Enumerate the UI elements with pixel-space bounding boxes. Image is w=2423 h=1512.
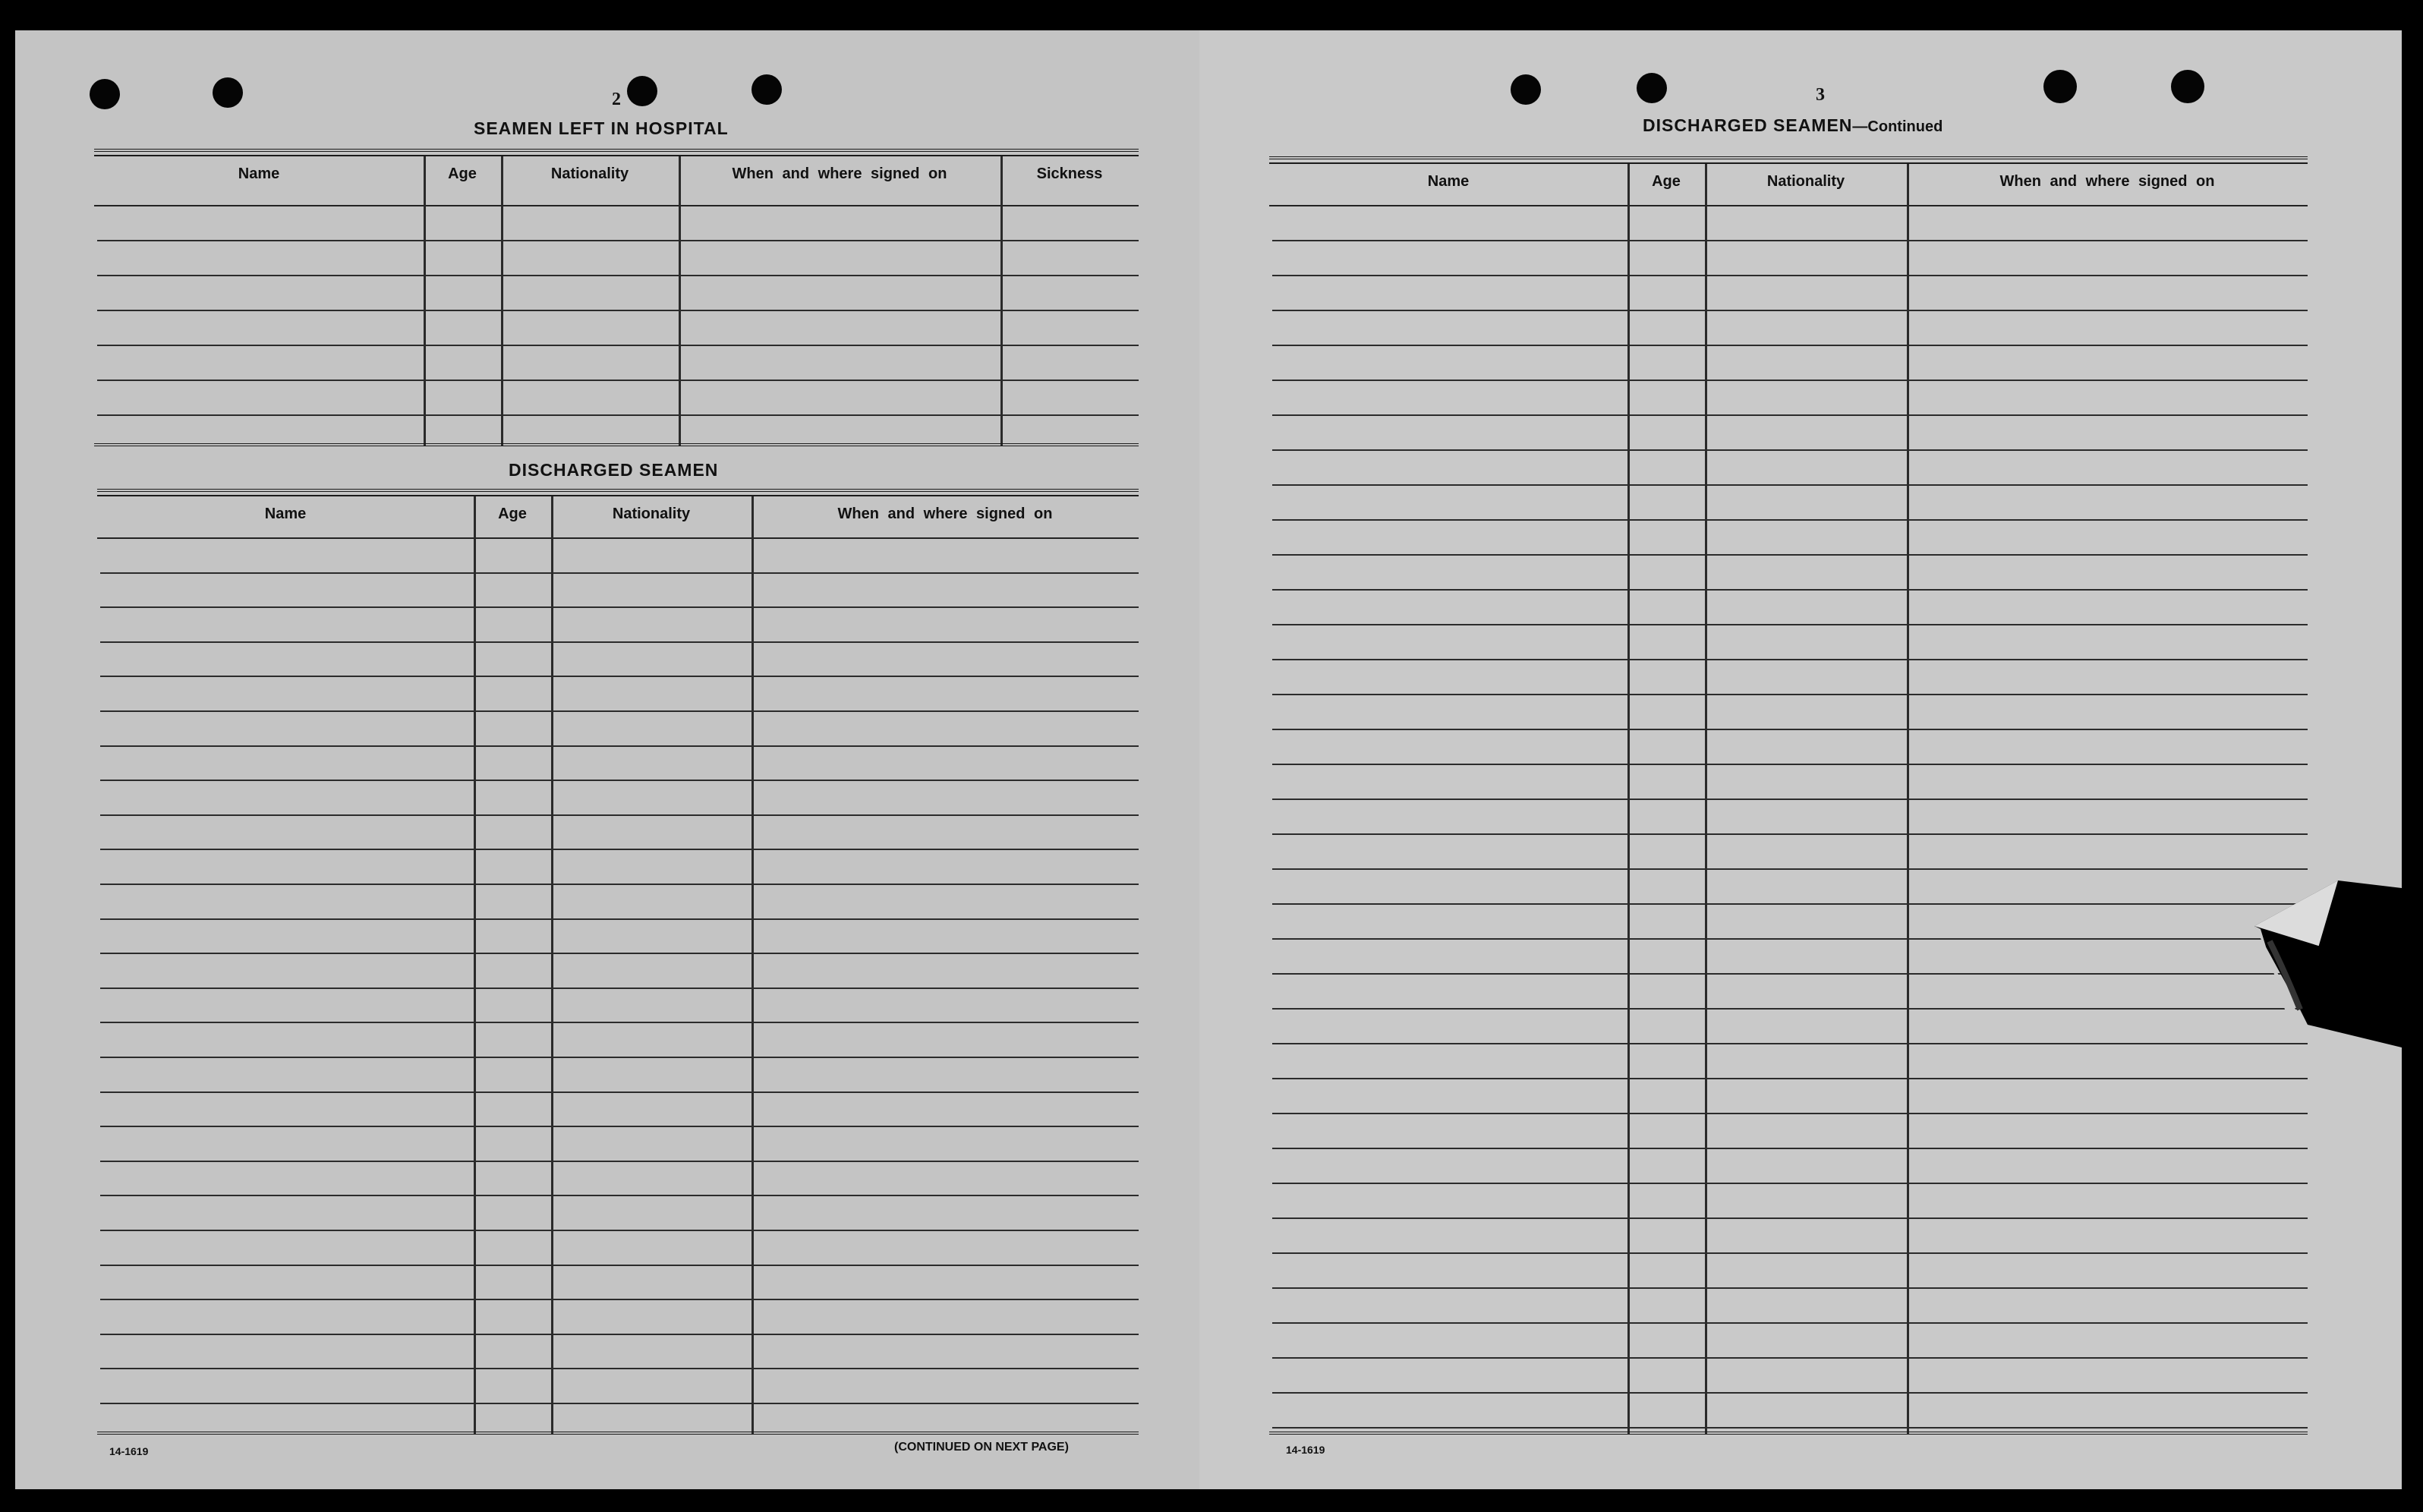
row-rule (100, 572, 1139, 574)
row-rule (100, 1195, 1139, 1196)
column-divider (501, 156, 503, 446)
row-rule (97, 275, 1139, 276)
row-rule (100, 918, 1139, 920)
right-page (1199, 30, 2402, 1489)
row-rule (100, 849, 1139, 850)
row-rule (1272, 938, 2308, 940)
row-rule (97, 310, 1139, 311)
row-rule (1272, 519, 2308, 521)
section-title-discharged: DISCHARGED SEAMEN (509, 460, 719, 480)
form-code: 14-1619 (109, 1445, 149, 1457)
row-rule (100, 1230, 1139, 1231)
row-rule (100, 710, 1139, 712)
row-rule (1272, 345, 2308, 346)
row-rule (1272, 1148, 2308, 1149)
form-code: 14-1619 (1286, 1444, 1325, 1456)
hospital-table (94, 149, 1139, 443)
row-rule (100, 1126, 1139, 1127)
row-rule (100, 814, 1139, 816)
table-bottom-rule (94, 443, 1139, 446)
punch-hole (1511, 74, 1541, 105)
page-number: 3 (1816, 85, 1825, 105)
row-rule (1272, 903, 2308, 905)
punch-hole (627, 76, 657, 106)
column-header-name: Name (264, 506, 307, 522)
row-rule (1272, 380, 2308, 381)
row-rule (100, 1299, 1139, 1300)
column-divider (474, 496, 476, 1435)
row-rule (1272, 1008, 2308, 1010)
row-rule (1272, 833, 2308, 835)
column-header-nationality: Nationality (1766, 173, 1845, 190)
row-rule (100, 1368, 1139, 1369)
row-rule (1272, 589, 2308, 591)
row-rule (1272, 1078, 2308, 1079)
row-rule (100, 641, 1139, 643)
row-rule (100, 606, 1139, 608)
column-header-when-and-where-signed-on: When and where signed on (732, 165, 947, 182)
column-header-name: Name (1427, 173, 1470, 190)
column-header-age: Age (448, 165, 477, 182)
table-bottom-rule (97, 1432, 1139, 1435)
row-rule (1272, 1183, 2308, 1184)
column-header-age: Age (498, 506, 527, 522)
page-number: 2 (612, 90, 621, 109)
punch-hole (751, 74, 782, 105)
row-rule (1272, 1392, 2308, 1394)
row-rule (100, 1057, 1139, 1058)
row-rule (1272, 1217, 2308, 1219)
row-rule (100, 1161, 1139, 1162)
row-rule (1272, 484, 2308, 486)
row-rule (1272, 310, 2308, 311)
column-header-sickness: Sickness (1036, 165, 1103, 182)
row-rule (1272, 799, 2308, 800)
column-header-age: Age (1652, 173, 1681, 190)
column-divider (1000, 156, 1003, 446)
row-rule (1272, 1043, 2308, 1044)
column-header-when-and-where-signed-on: When and where signed on (837, 506, 1053, 522)
row-rule (1272, 973, 2308, 975)
row-rule (100, 676, 1139, 677)
row-rule (1272, 449, 2308, 451)
column-header-nationality: Nationality (550, 165, 629, 182)
continued-note: (CONTINUED ON NEXT PAGE) (894, 1441, 1069, 1454)
row-rule (97, 414, 1139, 416)
column-divider (679, 156, 681, 446)
row-rule (100, 884, 1139, 885)
column-divider (551, 496, 553, 1435)
row-rule (1272, 729, 2308, 730)
row-rule (100, 1091, 1139, 1093)
row-rule (100, 780, 1139, 781)
table-bottom-rule (1269, 1432, 2308, 1435)
row-rule (100, 745, 1139, 747)
row-rule (1272, 764, 2308, 765)
row-rule (1272, 868, 2308, 870)
row-rule (1272, 414, 2308, 416)
row-rule (1272, 1322, 2308, 1324)
section-title-hospital: SEAMEN LEFT IN HOSPITAL (474, 118, 729, 138)
punch-hole (2171, 70, 2204, 103)
row-rule (1272, 1113, 2308, 1114)
row-rule (100, 1265, 1139, 1266)
column-header-nationality: Nationality (612, 506, 691, 522)
discharged-table (97, 489, 1139, 1432)
section-title-suffix: —Continued (1852, 118, 1943, 135)
punch-hole (213, 77, 243, 108)
section-title-discharged-continued (1643, 115, 1942, 136)
row-rule (100, 953, 1139, 954)
row-rule (100, 1022, 1139, 1023)
discharged-continued-table (1269, 156, 2308, 1432)
row-rule (1272, 1427, 2308, 1429)
row-rule (1272, 624, 2308, 625)
row-rule (100, 1403, 1139, 1404)
punch-hole (1637, 73, 1667, 103)
row-rule (97, 240, 1139, 241)
row-rule (1272, 1252, 2308, 1254)
row-rule (97, 380, 1139, 381)
row-rule (1272, 659, 2308, 660)
row-rule (1272, 1357, 2308, 1359)
section-title-text: DISCHARGED SEAMEN (1643, 115, 1853, 135)
row-rule (100, 1334, 1139, 1335)
row-rule (1272, 275, 2308, 276)
folded-corner (2254, 880, 2402, 1047)
punch-hole (90, 79, 120, 109)
row-rule (1272, 694, 2308, 695)
column-header-name: Name (238, 165, 280, 182)
row-rule (1272, 240, 2308, 241)
column-header-when-and-where-signed-on: When and where signed on (1999, 173, 2215, 190)
punch-hole (2043, 70, 2077, 103)
ledger-sheet (15, 30, 2402, 1489)
row-rule (1272, 1287, 2308, 1289)
column-divider (751, 496, 754, 1435)
row-rule (97, 345, 1139, 346)
column-divider (424, 156, 426, 446)
row-rule (100, 988, 1139, 989)
left-page (15, 30, 1199, 1489)
row-rule (1272, 554, 2308, 556)
